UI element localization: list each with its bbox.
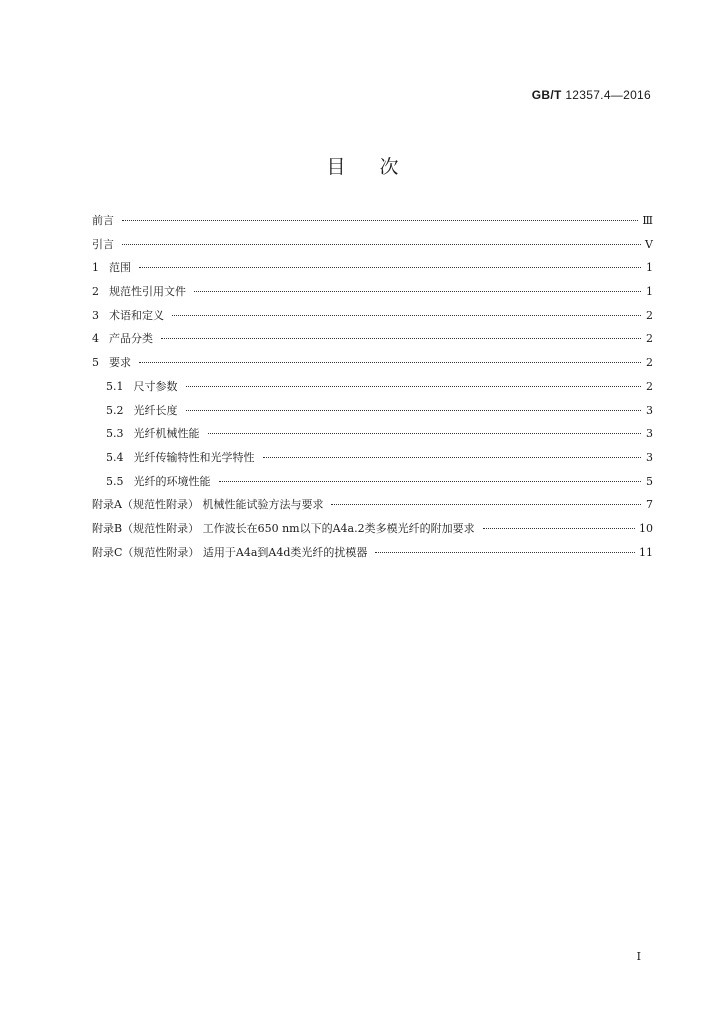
toc-entry-page: 1 bbox=[646, 261, 653, 275]
toc-entry-page: 1 bbox=[646, 285, 653, 299]
toc-entry-title: 前言 bbox=[92, 214, 114, 227]
toc-entry-number: 4 bbox=[92, 332, 99, 346]
toc-entry-page: 2 bbox=[646, 308, 653, 322]
toc-dot-leader bbox=[122, 220, 638, 221]
toc-entry-label bbox=[92, 259, 135, 275]
toc-entry-label bbox=[92, 330, 157, 346]
toc-entry[interactable] bbox=[92, 330, 653, 354]
page-number: I bbox=[636, 950, 641, 963]
standard-number: 12357.4—2016 bbox=[565, 88, 651, 102]
toc-entry[interactable] bbox=[92, 236, 653, 260]
toc-entry-page: 3 bbox=[646, 403, 653, 417]
standard-code bbox=[532, 88, 651, 102]
toc-entry-title: 规范性引用文件 bbox=[109, 285, 186, 299]
toc-entry-title: 引言 bbox=[92, 237, 114, 251]
toc-entry-title: 附录C（规范性附录） 适用于A4a到A4d类光纤的扰模器 bbox=[92, 545, 368, 559]
toc-entry-number: 2 bbox=[92, 285, 99, 299]
toc-entry-label bbox=[92, 354, 135, 370]
toc-entry[interactable] bbox=[92, 354, 653, 378]
toc-dot-leader bbox=[219, 481, 642, 482]
toc-entry[interactable] bbox=[92, 402, 653, 426]
toc-entry-page: 2 bbox=[646, 356, 653, 370]
toc-entry-page: 2 bbox=[646, 379, 653, 393]
toc-entry-title: 要求 bbox=[109, 356, 131, 370]
toc-entry-page: Ⅲ bbox=[642, 214, 653, 227]
toc-entry-number: 1 bbox=[92, 261, 99, 275]
toc-entry-title: 产品分类 bbox=[109, 332, 153, 346]
toc-entry-page: 2 bbox=[646, 332, 653, 346]
toc-entry[interactable] bbox=[92, 307, 653, 331]
toc-entry[interactable] bbox=[92, 496, 653, 520]
toc-dot-leader bbox=[263, 457, 642, 458]
toc-entry[interactable] bbox=[92, 544, 653, 568]
toc-entry[interactable] bbox=[92, 283, 653, 307]
toc-entry-number: 5.2 bbox=[106, 403, 124, 417]
toc-entry-label bbox=[92, 307, 168, 323]
toc-entry-page: 7 bbox=[646, 498, 653, 512]
toc-entry-page: Ⅴ bbox=[645, 237, 653, 251]
toc-entry-title: 光纤的环境性能 bbox=[133, 474, 211, 488]
toc-dot-leader bbox=[331, 504, 641, 505]
toc-entry-label bbox=[92, 212, 118, 228]
toc-entry-title: 附录A（规范性附录） 机械性能试验方法与要求 bbox=[92, 498, 324, 512]
toc-entry[interactable] bbox=[92, 378, 653, 402]
toc-entry-page: 5 bbox=[646, 474, 653, 488]
toc-dot-leader bbox=[483, 528, 635, 529]
toc-entry-title: 光纤传输特性和光学特性 bbox=[133, 450, 255, 464]
toc-entry[interactable] bbox=[92, 473, 653, 497]
toc-entry-label bbox=[106, 449, 259, 465]
toc-entry-number: 5.4 bbox=[106, 450, 124, 464]
toc-entry-label bbox=[106, 473, 215, 489]
toc-dot-leader bbox=[186, 410, 642, 411]
toc-entry-number: 5.5 bbox=[106, 474, 124, 488]
toc-entry-label bbox=[92, 544, 371, 560]
toc-dot-leader bbox=[139, 267, 641, 268]
toc-entry-label bbox=[106, 378, 182, 394]
toc-entry[interactable] bbox=[92, 449, 653, 473]
toc-entry-page: 10 bbox=[639, 521, 653, 535]
toc-entry-page: 3 bbox=[646, 427, 653, 441]
toc-entry[interactable] bbox=[92, 520, 653, 544]
toc-dot-leader bbox=[161, 338, 641, 339]
toc-entry-title: 范围 bbox=[109, 261, 131, 275]
toc-entry-label bbox=[106, 425, 204, 441]
toc-dot-leader bbox=[186, 386, 642, 387]
table-of-contents bbox=[92, 212, 653, 567]
toc-dot-leader bbox=[122, 244, 641, 245]
toc-entry-label bbox=[92, 496, 327, 512]
toc-entry-label bbox=[92, 520, 479, 536]
toc-dot-leader bbox=[375, 552, 635, 553]
toc-entry-label bbox=[92, 236, 118, 252]
toc-entry-number: 3 bbox=[92, 308, 99, 322]
standard-prefix: GB/T bbox=[531, 88, 562, 102]
toc-entry-title: 光纤长度 bbox=[133, 403, 178, 417]
toc-entry-title: 术语和定义 bbox=[109, 308, 164, 322]
toc-dot-leader bbox=[139, 362, 641, 363]
toc-dot-leader bbox=[172, 315, 641, 316]
toc-entry[interactable] bbox=[92, 212, 653, 236]
toc-entry[interactable] bbox=[92, 425, 653, 449]
toc-entry-number: 5 bbox=[92, 356, 99, 370]
page-title: 目次 bbox=[326, 156, 433, 178]
toc-entry[interactable] bbox=[92, 259, 653, 283]
toc-entry-number: 5.1 bbox=[106, 379, 124, 393]
toc-dot-leader bbox=[208, 433, 642, 434]
toc-entry-number: 5.3 bbox=[106, 427, 124, 441]
toc-entry-page: 3 bbox=[646, 450, 653, 464]
toc-dot-leader bbox=[194, 291, 641, 292]
toc-entry-title: 附录B（规范性附录） 工作波长在650 nm以下的A4a.2类多模光纤的附加要求 bbox=[92, 521, 475, 535]
toc-entry-label bbox=[92, 283, 190, 299]
toc-entry-label bbox=[106, 402, 182, 418]
toc-entry-title: 光纤机械性能 bbox=[133, 427, 200, 441]
toc-entry-title: 尺寸参数 bbox=[133, 379, 178, 393]
toc-entry-page: 11 bbox=[639, 545, 653, 559]
